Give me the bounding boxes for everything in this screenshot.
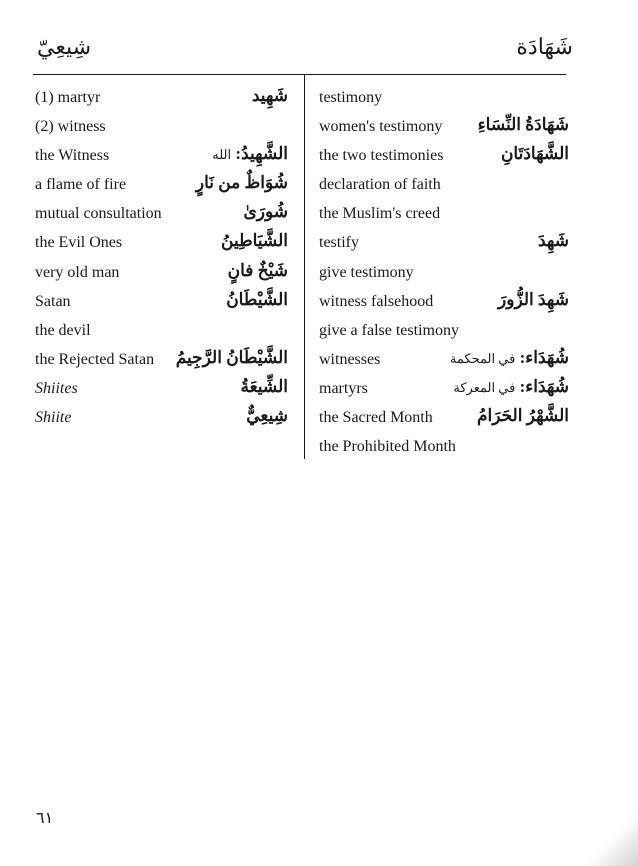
left-column-entry — [35, 376, 288, 408]
arabic-term — [221, 231, 288, 251]
english-term: Shiites — [35, 379, 78, 397]
arabic-headword: الشَّهْرُ الحَرَامُ — [476, 406, 569, 426]
english-term: give a false testimony — [319, 321, 459, 339]
english-term: the Rejected Satan — [35, 350, 155, 368]
left-column — [35, 88, 288, 437]
arabic-headword: شُورَىٰ — [243, 202, 288, 222]
column-divider — [304, 74, 305, 459]
arabic-term — [477, 406, 569, 426]
arabic-term — [478, 115, 569, 135]
right-column-entry — [319, 88, 569, 117]
left-column-entry — [35, 175, 288, 204]
right-column-entry — [319, 146, 569, 175]
right-column-entry — [319, 263, 569, 292]
left-column-entry — [35, 289, 288, 321]
english-term: the Sacred Month — [319, 409, 433, 427]
right-column-entry — [319, 321, 569, 350]
arabic-gloss: الله — [212, 147, 232, 163]
left-column-entry — [35, 204, 288, 233]
header-right-word: شَهَادَة — [516, 34, 573, 59]
english-term: give testimony — [319, 263, 414, 281]
arabic-headword: شُوَاظٌ من نَارٍ — [195, 173, 288, 193]
right-column-entry — [319, 347, 569, 379]
arabic-headword: شَهِدَ — [537, 231, 569, 251]
right-column-entry — [319, 289, 569, 321]
english-term: Shiite — [35, 409, 72, 427]
english-term: declaration of faith — [319, 176, 441, 194]
right-column-entry — [319, 175, 569, 204]
english-term: the Evil Ones — [35, 234, 123, 252]
page-edge-shadow — [578, 806, 638, 866]
page-number: ٦١ — [36, 810, 54, 827]
header-left-word: شِيعِيّ — [37, 34, 92, 59]
english-term: the Muslim's creed — [319, 205, 441, 223]
english-term: women's testimony — [319, 118, 443, 136]
arabic-term — [252, 86, 288, 106]
english-term: witness falsehood — [319, 292, 434, 310]
arabic-term — [498, 290, 569, 310]
left-column-entry — [35, 117, 288, 146]
right-column-entry — [319, 117, 569, 146]
left-column-entry — [35, 347, 288, 379]
arabic-headword: شُهَدَاء: — [519, 347, 569, 367]
arabic-headword: الشَّيَاطِينُ — [221, 231, 288, 251]
left-column-entry — [35, 408, 288, 437]
arabic-term — [243, 202, 288, 222]
english-term: (1) martyr — [35, 89, 101, 106]
right-column — [319, 88, 569, 466]
arabic-headword: شَهِدَ الزُّورَ — [498, 289, 569, 309]
arabic-term — [196, 173, 288, 193]
arabic-headword: شَيْخٌ فانٍ — [227, 260, 288, 280]
arabic-term — [538, 231, 569, 251]
left-column-entry — [35, 146, 288, 175]
english-term: very old man — [35, 263, 120, 281]
english-term: testimony — [319, 89, 383, 106]
arabic-term — [240, 377, 288, 397]
english-term: the two testimonies — [319, 147, 444, 165]
arabic-term — [228, 261, 288, 281]
english-term: witnesses — [319, 350, 381, 368]
arabic-term — [246, 406, 288, 426]
arabic-term — [226, 290, 288, 310]
arabic-term — [176, 348, 288, 368]
english-term: a flame of fire — [35, 176, 127, 194]
english-term: mutual consultation — [35, 205, 162, 223]
english-term: the devil — [35, 321, 91, 339]
english-term: the Prohibited Month — [319, 438, 456, 456]
left-column-entry — [35, 260, 288, 292]
english-term: Satan — [35, 292, 71, 310]
arabic-term — [212, 144, 288, 165]
english-term: martyrs — [319, 379, 368, 397]
arabic-headword: الشَّهَادَتَانِ — [500, 144, 569, 164]
arabic-headword: شَهَادَةُ النِّسَاءِ — [477, 115, 569, 135]
english-term: the Witness — [35, 147, 110, 165]
left-column-entry — [35, 233, 288, 262]
arabic-headword: شَهِيد — [251, 86, 288, 105]
right-column-entry — [319, 204, 569, 233]
arabic-headword: الشَّيْطَانُ الرَّجِيمُ — [175, 347, 288, 367]
english-term: testify — [319, 234, 359, 252]
arabic-gloss: في المعركة — [453, 379, 516, 395]
header-rule — [33, 74, 566, 75]
arabic-gloss: في المحكمة — [449, 350, 516, 366]
arabic-headword: الشَّيْطَانُ — [226, 289, 288, 309]
right-column-entry — [319, 233, 569, 262]
arabic-headword: شِيعِيٌّ — [246, 406, 288, 426]
arabic-term — [453, 377, 569, 398]
left-column-entry — [35, 88, 288, 117]
english-term: (2) witness — [35, 118, 106, 136]
right-column-entry — [319, 376, 569, 408]
arabic-headword: شُهَدَاء: — [519, 376, 569, 396]
right-column-entry — [319, 437, 569, 466]
left-column-entry — [35, 321, 288, 350]
arabic-term — [450, 348, 569, 369]
right-column-entry — [319, 408, 569, 437]
arabic-term — [501, 144, 569, 164]
arabic-headword: الشِّيعَةُ — [240, 376, 288, 396]
arabic-headword: الشَّهِيدُ: — [235, 144, 288, 164]
